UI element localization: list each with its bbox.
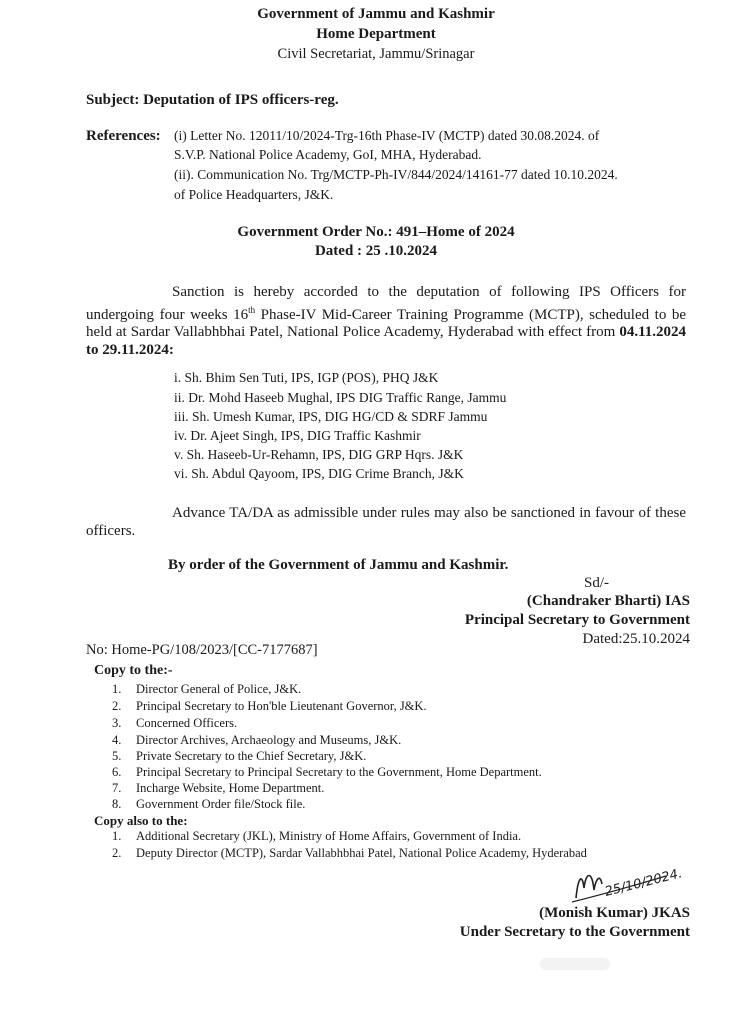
copy-item: 1. Director General of Police, J&K.: [112, 682, 302, 696]
signatory-designation: Principal Secretary to Government: [464, 612, 690, 628]
officer-item: iii. Sh. Umesh Kumar, IPS, DIG HG/CD & SDRF Jammu: [174, 409, 488, 424]
reference-line: of Police Headquarters, J&K.: [174, 187, 334, 202]
officer-item: vi. Sh. Abdul Qayoom, IPS, DIG Crime Branch, J&K: [174, 466, 464, 481]
officer-item: i. Sh. Bhim Sen Tuti, IPS, IGP (POS), PHQ J&K: [174, 370, 439, 385]
references-label: References:: [86, 128, 161, 144]
header-secretariat: Civil Secretariat, Jammu/Srinagar: [277, 46, 475, 62]
advance-paragraph: Advance TA/DA as admissible under rules may also be sanctioned in favour of these officers.: [86, 505, 686, 539]
sanction-paragraph: [86, 284, 686, 359]
copy-to-heading: Copy to the:-: [94, 663, 173, 678]
reference-line: (ii). Communication No. Trg/MCTP-Ph-IV/844/2024/14161-77 dated 10.10.2024.: [174, 167, 618, 182]
copy-item: 5. Private Secretary to the Chief Secretary, J&K.: [112, 749, 367, 763]
sanction-text-1: Sanction is hereby accorded to the deputation of following IPS Officers for undergoing four weeks 16: [86, 284, 686, 323]
by-order-line: By order of the Government of Jammu and Kashmir.: [168, 557, 509, 573]
under-secretary-name: (Monish Kumar) JKAS: [539, 905, 690, 921]
sanction-dates: 04.11.2024 to 29.11.2024:: [86, 324, 686, 358]
file-number: No: Home-PG/108/2023/[CC-7177687]: [86, 642, 318, 658]
header-department: Home Department: [316, 26, 436, 42]
under-secretary-designation: Under Secretary to the Government: [459, 924, 690, 940]
signatory-date: Dated:25.10.2024: [582, 631, 690, 647]
copy-item: 8. Government Order file/Stock file.: [112, 797, 306, 811]
officer-item: v. Sh. Haseeb-Ur-Rehamn, IPS, DIG GRP Hqrs. J&K: [174, 447, 464, 462]
copy-item: 6. Principal Secretary to Principal Secretary to the Government, Home Department.: [112, 765, 542, 779]
reference-line: (i) Letter No. 12011/10/2024-Trg-16th Phase-IV (MCTP) dated 30.08.2024. of: [174, 128, 600, 143]
copy-item: 4. Director Archives, Archaeology and Museums, J&K.: [112, 733, 402, 747]
subject-line: Subject: Deputation of IPS officers-reg.: [86, 92, 339, 108]
sd-mark: Sd/-: [584, 575, 610, 591]
header-government: Government of Jammu and Kashmir: [257, 6, 495, 22]
order-date: Dated : 25 .10.2024: [314, 243, 438, 259]
page-smudge: [540, 958, 610, 970]
copy-also-heading: Copy also to the:: [94, 813, 188, 828]
copy-item: 3. Concerned Officers.: [112, 716, 238, 730]
reference-line: S.V.P. National Police Academy, GoI, MHA, Hyderabad.: [174, 147, 482, 162]
officer-item: ii. Dr. Mohd Haseeb Mughal, IPS DIG Traffic Range, Jammu: [174, 390, 507, 405]
copy-also-item: 2. Deputy Director (MCTP), Sardar Vallabhbhai Patel, National Police Academy, Hyderabad: [112, 846, 587, 860]
officer-item: iv. Dr. Ajeet Singh, IPS, DIG Traffic Kashmir: [174, 428, 421, 443]
copy-item: 2. Principal Secretary to Hon'ble Lieutenant Governor, J&K.: [112, 699, 427, 713]
sanction-text-2: Phase-IV Mid-Career Training Programme (MCTP), scheduled to be held at Sardar Vallabhbhai Patel, National Police Academy, Hyderabad with effect from: [86, 306, 686, 340]
handwritten-signature: [566, 858, 696, 906]
sanction-superscript: th: [248, 304, 256, 315]
order-number: Government Order No.: 491–Home of 2024: [237, 224, 515, 240]
handwritten-date: 25/10/2024.: [603, 866, 684, 900]
signatory-name: (Chandraker Bharti) IAS: [526, 593, 690, 609]
copy-item: 7. Incharge Website, Home Department.: [112, 781, 325, 795]
copy-also-item: 1. Additional Secretary (JKL), Ministry of Home Affairs, Government of India.: [112, 829, 522, 843]
